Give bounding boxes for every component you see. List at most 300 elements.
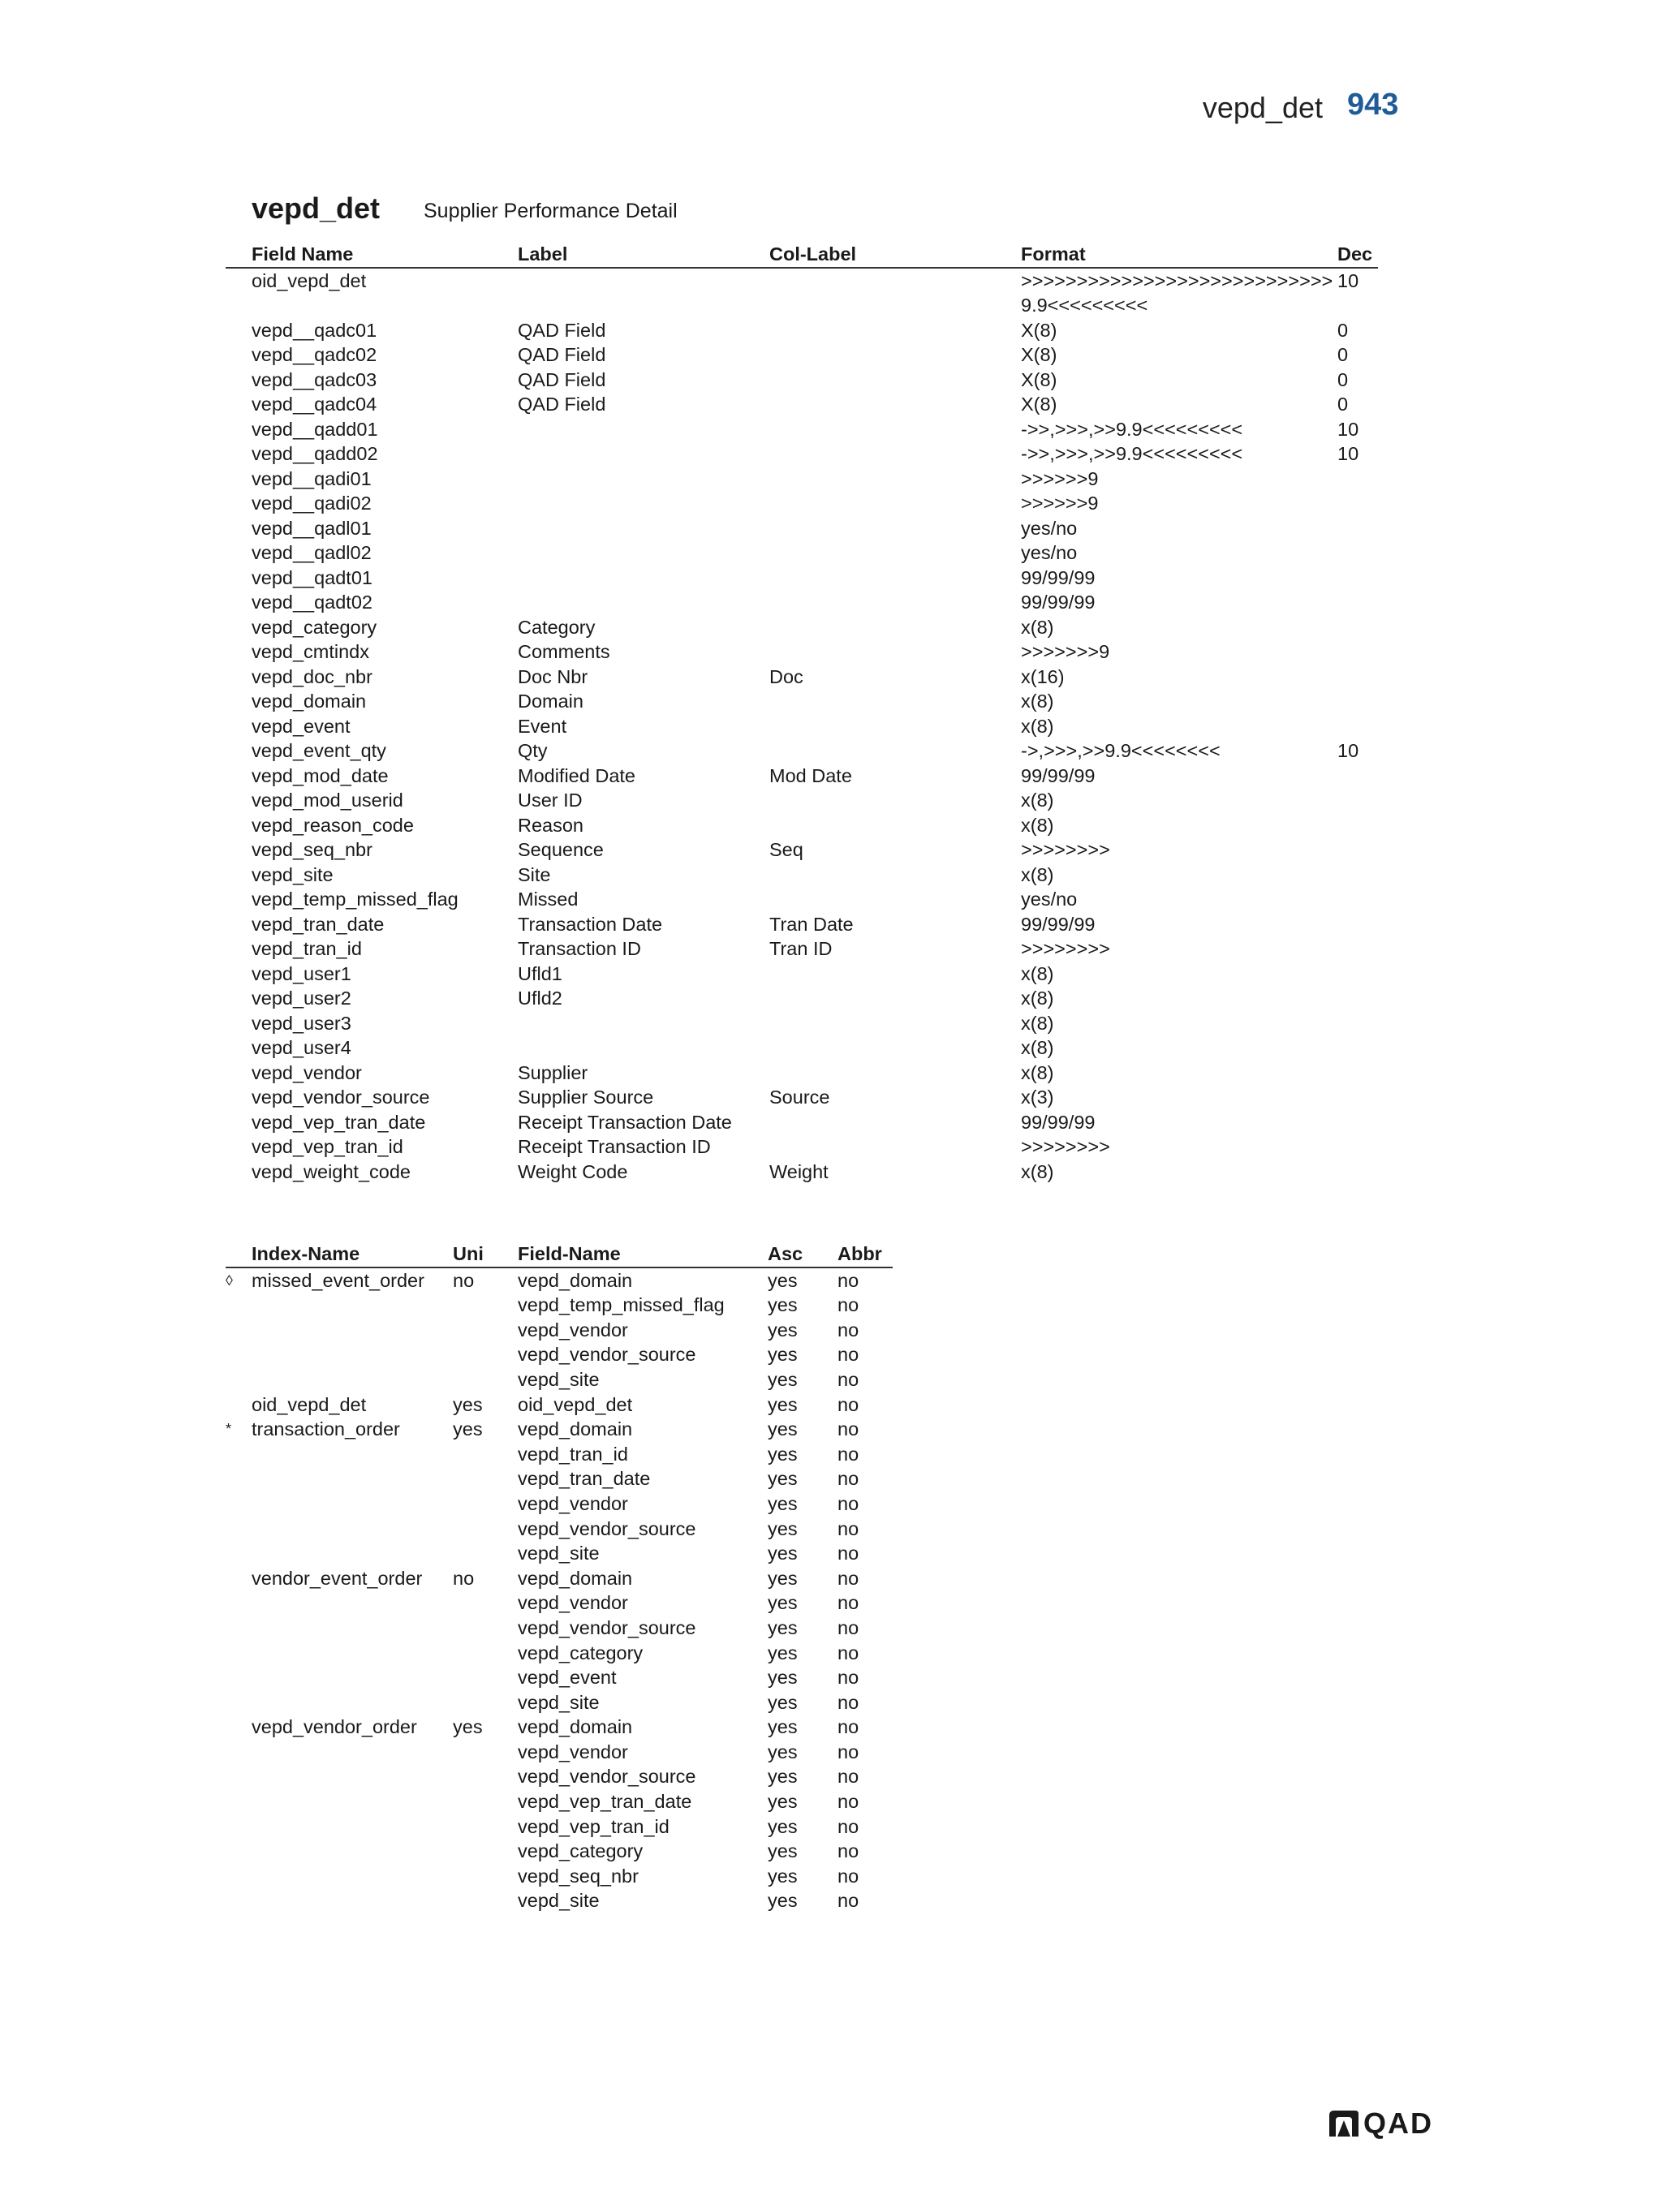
abbr-cell: no [837, 1492, 859, 1514]
format-cell: 99/99/99 [1021, 1111, 1096, 1133]
format-cell: X(8) [1021, 319, 1057, 341]
col-label-cell [769, 863, 1021, 888]
format-cell: yes/no [1021, 889, 1078, 910]
asc-cell: yes [768, 1517, 798, 1539]
label-cell: Event [518, 715, 567, 737]
field-name-cell: vepd_domain [518, 1418, 633, 1440]
field-name-cell: vepd_domain [518, 1567, 633, 1589]
field-name-cell: vepd_vep_tran_id [252, 1136, 403, 1157]
asc-cell: yes [768, 1492, 798, 1514]
table-row [226, 986, 1378, 1011]
index-name-cell [252, 1442, 453, 1467]
field-name-cell: vepd_cmtindx [252, 641, 369, 662]
col-label-cell [769, 1011, 1021, 1036]
col-label-cell: Weight [769, 1160, 829, 1182]
col-label-cell [769, 738, 1021, 764]
dec-cell [1337, 540, 1378, 566]
index-name-cell [252, 1517, 453, 1542]
dec-cell [1337, 516, 1378, 541]
field-name-cell: vepd_domain [252, 691, 367, 712]
column-header-label: Label [518, 242, 769, 268]
uni-cell [453, 1491, 518, 1517]
index-marker-cell [226, 1491, 252, 1517]
field-name-cell: vepd_user1 [252, 962, 351, 984]
dec-cell [1337, 1134, 1378, 1160]
format-cell: >>>>>>9 [1021, 467, 1099, 489]
dec-cell [1337, 714, 1378, 739]
label-cell [518, 491, 769, 516]
table-row [226, 342, 1378, 368]
field-name-cell: vepd_domain [518, 1269, 633, 1291]
field-name-cell: vepd_vendor_source [252, 1087, 430, 1108]
abbr-cell: no [837, 1468, 859, 1490]
format-cell: X(8) [1021, 368, 1057, 390]
abbr-cell: no [837, 1667, 859, 1689]
table-row [226, 1665, 893, 1690]
index-marker-cell [226, 1442, 252, 1467]
index-marker-cell [226, 1566, 252, 1591]
uni-cell [453, 1864, 518, 1889]
label-cell: Qty [518, 740, 548, 761]
col-label-cell: Tran Date [769, 913, 854, 935]
table-row [226, 863, 1378, 888]
dec-cell [1337, 590, 1378, 615]
format-cell: 99/99/99 [1021, 913, 1096, 935]
table-row [226, 1616, 893, 1641]
label-cell [518, 590, 769, 615]
index-name-cell [252, 1293, 453, 1318]
field-name-cell: vepd__qadl01 [252, 517, 372, 539]
label-cell: Transaction ID [518, 938, 641, 959]
uni-cell [453, 1641, 518, 1666]
index-name-cell [252, 1616, 453, 1641]
field-name-cell: vepd_tran_id [252, 938, 362, 959]
table-row [226, 1367, 893, 1392]
label-cell: Ufld1 [518, 962, 562, 984]
uni-cell [453, 1293, 518, 1318]
uni-cell: no [453, 1567, 475, 1589]
asc-cell: yes [768, 1294, 798, 1316]
field-name-cell: vepd_vendor_source [518, 1344, 696, 1366]
uni-cell [453, 1590, 518, 1616]
column-header-format: Format [1021, 242, 1337, 268]
index-name-cell: missed_event_order [252, 1269, 424, 1291]
field-name-cell: vepd__qadd01 [252, 418, 378, 440]
format-cell: 99/99/99 [1021, 566, 1096, 588]
index-name-cell [252, 1491, 453, 1517]
label-cell: Receipt Transaction Date [518, 1111, 732, 1133]
field-name-cell: vepd_vendor [518, 1592, 628, 1614]
column-header-dec: Dec [1337, 242, 1378, 268]
dec-cell [1337, 491, 1378, 516]
label-cell: Supplier Source [518, 1087, 654, 1108]
col-label-cell: Tran ID [769, 938, 833, 959]
asc-cell: yes [768, 1418, 798, 1440]
col-label-cell [769, 1035, 1021, 1061]
index-name-cell [252, 1888, 453, 1913]
field-name-cell: vepd__qadc03 [252, 368, 377, 390]
asc-cell: yes [768, 1319, 798, 1341]
abbr-cell: no [837, 1294, 859, 1316]
table-row [226, 1789, 893, 1814]
index-name-cell [252, 1839, 453, 1864]
field-name-cell: vepd_user2 [252, 988, 351, 1009]
dec-cell: 0 [1337, 319, 1349, 341]
col-label-cell [769, 962, 1021, 987]
format-cell: x(8) [1021, 863, 1054, 885]
field-name-cell: vepd__qadt02 [252, 592, 372, 613]
table-row [226, 566, 1378, 591]
label-cell: Category [518, 616, 596, 638]
index-marker-cell [226, 1740, 252, 1765]
index-marker-cell [226, 1715, 252, 1740]
index-name-cell [252, 1367, 453, 1392]
label-cell [518, 268, 769, 318]
format-cell: x(16) [1021, 665, 1065, 687]
abbr-cell: no [837, 1418, 859, 1440]
index-name-cell [252, 1690, 453, 1715]
format-cell: x(3) [1021, 1087, 1054, 1108]
field-name-cell: vepd_vendor_source [518, 1517, 696, 1539]
col-label-cell [769, 1134, 1021, 1160]
field-name-cell: vepd__qadt01 [252, 566, 372, 588]
label-cell: Sequence [518, 839, 604, 860]
qad-logo-icon [1328, 2109, 1360, 2138]
field-name-cell: vepd_vendor [518, 1492, 628, 1514]
index-name-cell [252, 1318, 453, 1343]
field-name-cell: vepd_seq_nbr [252, 839, 372, 860]
label-cell: Transaction Date [518, 913, 663, 935]
abbr-cell: no [837, 1890, 859, 1912]
fields-table [226, 242, 1378, 1184]
format-cell: ->,>>>,>>9.9<<<<<<<< [1021, 740, 1221, 761]
index-name-cell [252, 1665, 453, 1690]
table-row [226, 1715, 893, 1740]
col-label-cell [769, 417, 1021, 442]
field-name-cell: vepd_event [518, 1667, 617, 1689]
table-row [226, 1491, 893, 1517]
field-name-cell: vepd_vendor [252, 1061, 362, 1083]
table-row [226, 516, 1378, 541]
index-name-cell [252, 1641, 453, 1666]
column-header-field-name: Field Name [226, 242, 518, 268]
label-cell: Ufld2 [518, 988, 562, 1009]
table-row [226, 1764, 893, 1789]
table-row [226, 738, 1378, 764]
table-row [226, 1839, 893, 1864]
table-row [226, 665, 1378, 690]
uni-cell [453, 1888, 518, 1913]
index-marker-cell [226, 1690, 252, 1715]
table-row [226, 788, 1378, 813]
field-name-cell: vepd_site [518, 1890, 600, 1912]
index-name-cell [252, 1740, 453, 1765]
header-table-name: vepd_det [1202, 91, 1323, 124]
table-row [226, 912, 1378, 937]
uni-cell [453, 1740, 518, 1765]
dec-cell [1337, 837, 1378, 863]
table-row [226, 1442, 893, 1467]
dec-cell [1337, 986, 1378, 1011]
index-marker-cell [226, 1541, 252, 1566]
label-cell [518, 467, 769, 492]
uni-cell [453, 1517, 518, 1542]
label-cell: QAD Field [518, 319, 606, 341]
field-name-cell: vepd_vendor_source [518, 1766, 696, 1788]
dec-cell [1337, 689, 1378, 714]
uni-cell: yes [453, 1393, 483, 1415]
table-row [226, 639, 1378, 665]
field-name-cell: vepd_vep_tran_id [518, 1815, 670, 1837]
label-cell: Comments [518, 641, 610, 662]
field-name-cell: vepd_vep_tran_date [518, 1791, 692, 1813]
asc-cell: yes [768, 1815, 798, 1837]
label-cell: Doc Nbr [518, 665, 588, 687]
table-description: Supplier Performance Detail [424, 200, 678, 222]
field-name-cell: oid_vepd_det [518, 1393, 633, 1415]
col-label-cell [769, 590, 1021, 615]
dec-cell: 10 [1337, 740, 1359, 761]
format-cell: x(8) [1021, 616, 1054, 638]
col-label-cell [769, 639, 1021, 665]
col-label-cell [769, 392, 1021, 417]
format-cell: yes/no [1021, 542, 1078, 563]
table-row [226, 1267, 893, 1293]
index-marker-cell: * [226, 1421, 232, 1438]
column-header-col-label: Col-Label [769, 242, 1021, 268]
label-cell: Site [518, 863, 551, 885]
table-row [226, 467, 1378, 492]
field-name-cell: oid_vepd_det [252, 269, 367, 291]
col-label-cell [769, 986, 1021, 1011]
column-header-field-name: Field-Name [518, 1242, 768, 1267]
index-marker-cell [226, 1342, 252, 1367]
table-row [226, 392, 1378, 417]
label-cell [518, 417, 769, 442]
dec-cell [1337, 566, 1378, 591]
label-cell: Modified Date [518, 764, 635, 786]
field-name-cell: vepd_event [252, 715, 351, 737]
format-cell: ->>,>>>,>>9.9<<<<<<<<< [1021, 418, 1243, 440]
field-name-cell: vepd_weight_code [252, 1160, 411, 1182]
abbr-cell: no [837, 1443, 859, 1465]
col-label-cell [769, 491, 1021, 516]
index-table [226, 1242, 893, 1913]
abbr-cell: no [837, 1393, 859, 1415]
format-cell: X(8) [1021, 394, 1057, 415]
index-marker-cell [226, 1392, 252, 1418]
uni-cell [453, 1367, 518, 1392]
field-name-cell: vepd__qadl02 [252, 542, 372, 563]
index-marker-cell [226, 1466, 252, 1491]
dec-cell [1337, 788, 1378, 813]
col-label-cell: Doc [769, 665, 803, 687]
label-cell: User ID [518, 790, 583, 811]
table-row [226, 1342, 893, 1367]
asc-cell: yes [768, 1344, 798, 1366]
table-row [226, 268, 1378, 318]
uni-cell [453, 1839, 518, 1864]
field-name-cell: vepd__qadc02 [252, 344, 377, 365]
format-cell: 99/99/99 [1021, 592, 1096, 613]
dec-cell [1337, 1061, 1378, 1086]
field-name-cell: vepd__qadc04 [252, 394, 377, 415]
label-cell: Domain [518, 691, 583, 712]
index-marker-cell [226, 1839, 252, 1864]
table-row [226, 318, 1378, 343]
table-row [226, 1134, 1378, 1160]
format-cell: >>>>>>>> [1021, 839, 1110, 860]
col-label-cell [769, 813, 1021, 838]
index-marker-cell [226, 1764, 252, 1789]
field-name-cell: vepd_event_qty [252, 740, 386, 761]
dec-cell [1337, 1011, 1378, 1036]
dec-cell [1337, 1035, 1378, 1061]
dec-cell [1337, 863, 1378, 888]
table-row [226, 1541, 893, 1566]
label-cell [518, 516, 769, 541]
abbr-cell: no [837, 1616, 859, 1638]
table-row [226, 1110, 1378, 1135]
index-name-cell [252, 1814, 453, 1840]
uni-cell: yes [453, 1716, 483, 1738]
index-marker-cell [226, 1665, 252, 1690]
qad-logo [1328, 2107, 1433, 2141]
field-name-cell: vepd_user4 [252, 1037, 351, 1058]
col-label-cell [769, 268, 1021, 318]
index-marker-cell: ◊ [226, 1272, 233, 1289]
field-name-cell: vepd_tran_date [252, 913, 385, 935]
field-name-cell: vepd__qadi02 [252, 493, 372, 514]
format-cell: x(8) [1021, 988, 1054, 1009]
index-name-cell [252, 1541, 453, 1566]
abbr-cell: no [837, 1319, 859, 1341]
index-name-cell [252, 1466, 453, 1491]
format-cell: 99/99/99 [1021, 764, 1096, 786]
col-label-cell [769, 368, 1021, 393]
abbr-cell: no [837, 1567, 859, 1589]
index-name-cell [252, 1764, 453, 1789]
table-row [226, 1011, 1378, 1036]
format-cell: x(8) [1021, 1012, 1054, 1034]
label-cell: Supplier [518, 1061, 588, 1083]
col-label-cell [769, 788, 1021, 813]
asc-cell: yes [768, 1890, 798, 1912]
fields-header-row [226, 242, 1378, 268]
index-name-cell: vepd_vendor_order [252, 1716, 417, 1738]
abbr-cell: no [837, 1741, 859, 1762]
table-row [226, 887, 1378, 912]
asc-cell: yes [768, 1642, 798, 1663]
col-label-cell [769, 1061, 1021, 1086]
uni-cell [453, 1789, 518, 1814]
table-row [226, 936, 1378, 962]
asc-cell: yes [768, 1567, 798, 1589]
table-row [226, 1740, 893, 1765]
asc-cell: yes [768, 1791, 798, 1813]
field-name-cell: vepd_domain [518, 1716, 633, 1738]
field-name-cell: vepd_vendor [518, 1741, 628, 1762]
table-row [226, 417, 1378, 442]
asc-cell: yes [768, 1741, 798, 1762]
table-row [226, 813, 1378, 838]
table-row [226, 1085, 1378, 1110]
dec-cell: 0 [1337, 368, 1349, 390]
page-number: 943 [1347, 88, 1399, 122]
dec-cell: 10 [1337, 418, 1359, 440]
dec-cell: 0 [1337, 394, 1349, 415]
field-name-cell: vepd_seq_nbr [518, 1865, 639, 1887]
col-label-cell [769, 467, 1021, 492]
label-cell: Weight Code [518, 1160, 628, 1182]
table-title: vepd_det [252, 192, 381, 225]
dec-cell: 10 [1337, 443, 1359, 464]
column-header-uni: Uni [453, 1242, 518, 1267]
table-row [226, 1318, 893, 1343]
index-marker-cell [226, 1318, 252, 1343]
label-cell [518, 441, 769, 467]
abbr-cell: no [837, 1815, 859, 1837]
abbr-cell: no [837, 1791, 859, 1813]
label-cell: QAD Field [518, 344, 606, 365]
index-marker-cell [226, 1814, 252, 1840]
dec-cell [1337, 665, 1378, 690]
format-cell: x(8) [1021, 1061, 1054, 1083]
label-cell [518, 566, 769, 591]
field-name-cell: vepd_temp_missed_flag [252, 889, 459, 910]
format-cell: X(8) [1021, 344, 1057, 365]
col-label-cell: Mod Date [769, 764, 852, 786]
abbr-cell: no [837, 1840, 859, 1862]
field-name-cell: vepd_category [252, 616, 377, 638]
table-row [226, 1690, 893, 1715]
field-name-cell: vepd_site [518, 1543, 600, 1564]
table-row [226, 837, 1378, 863]
field-name-cell: vepd_temp_missed_flag [518, 1294, 725, 1316]
uni-cell [453, 1318, 518, 1343]
abbr-cell: no [837, 1517, 859, 1539]
format-cell: x(8) [1021, 1037, 1054, 1058]
table-row [226, 1466, 893, 1491]
uni-cell [453, 1616, 518, 1641]
table-row [226, 441, 1378, 467]
table-row [226, 1517, 893, 1542]
abbr-cell: no [837, 1766, 859, 1788]
label-cell [518, 1011, 769, 1036]
table-row [226, 368, 1378, 393]
col-label-cell [769, 615, 1021, 640]
format-cell: ->>,>>>,>>9.9<<<<<<<<< [1021, 443, 1243, 464]
dec-cell [1337, 764, 1378, 789]
field-name-cell: vepd_reason_code [252, 814, 414, 836]
asc-cell: yes [768, 1468, 798, 1490]
index-name-cell [252, 1864, 453, 1889]
field-name-cell: vepd__qadi01 [252, 467, 372, 489]
table-row [226, 764, 1378, 789]
uni-cell [453, 1690, 518, 1715]
index-name-cell [252, 1590, 453, 1616]
field-name-cell: vepd_tran_id [518, 1443, 628, 1465]
table-row [226, 1293, 893, 1318]
col-label-cell [769, 441, 1021, 467]
asc-cell: yes [768, 1543, 798, 1564]
uni-cell [453, 1814, 518, 1840]
col-label-cell: Seq [769, 839, 803, 860]
abbr-cell: no [837, 1865, 859, 1887]
table-row [226, 1641, 893, 1666]
label-cell [518, 1035, 769, 1061]
asc-cell: yes [768, 1667, 798, 1689]
